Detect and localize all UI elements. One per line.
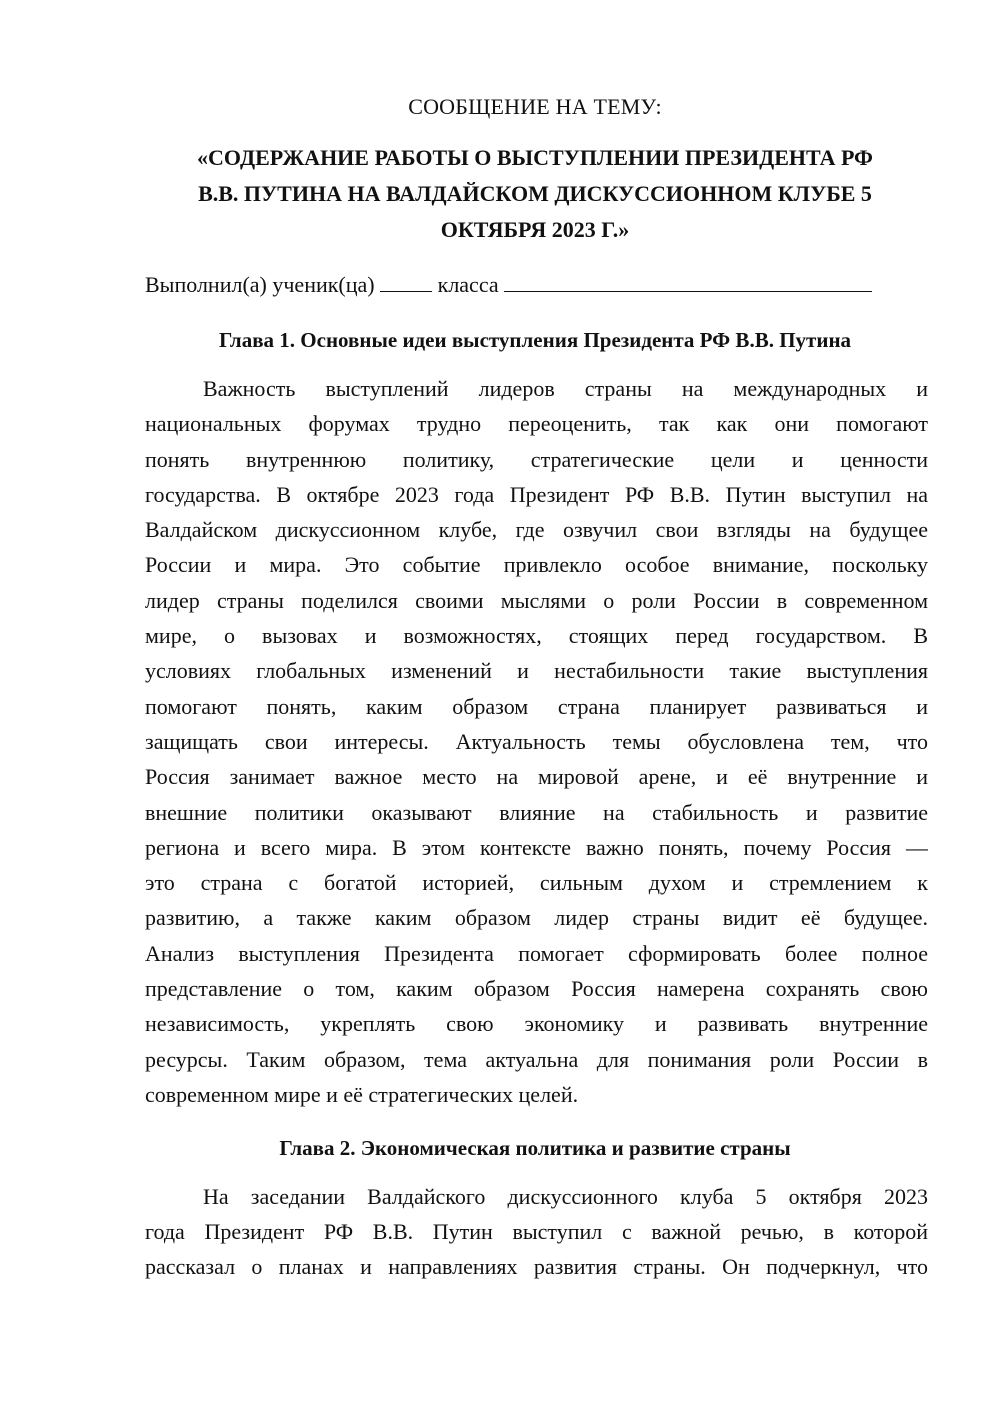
text-line: помогают понять, каким образом страна планирует развиваться и xyxy=(145,693,928,719)
text-line: независимость, укреплять свою экономику и развивать внутренние xyxy=(145,1011,928,1037)
text-line: представление о том, каким образом Россия намерена сохранять свою xyxy=(145,976,928,1002)
text-line: развитию, а также каким образом лидер страны видит её будущее. xyxy=(145,905,928,931)
text-line: Валдайском дискуссионном клубе, где озвучил свои взгляды на будущее xyxy=(145,517,928,543)
title-line: «СОДЕРЖАНИЕ РАБОТЫ О ВЫСТУПЛЕНИИ ПРЕЗИДЕНТА РФ xyxy=(197,145,873,170)
text-line: условиях глобальных изменений и нестабильности такие выступления xyxy=(145,658,928,684)
author-middle: класса xyxy=(437,272,499,297)
grade-blank xyxy=(380,271,432,292)
text-line: современном мире и её стратегических целей. xyxy=(145,1081,579,1107)
text-line: понять внутреннюю политику, стратегические цели и ценности xyxy=(145,446,928,472)
chapter-2-heading: Глава 2. Экономическая политика и развитие страны xyxy=(279,1136,791,1160)
chapter-2-paragraph xyxy=(145,1179,928,1284)
text-line: это страна с богатой историей, сильным духом и стремлением к xyxy=(145,870,928,896)
text-line: России и мира. Это событие привлекло особое внимание, поскольку xyxy=(145,552,928,578)
text-line: Важность выступлений лидеров страны на международных и xyxy=(203,376,928,401)
text-line: защищать свои интересы. Актуальность темы обусловлена тем, что xyxy=(145,728,928,754)
text-line: лидер страны поделился своими мыслями о роли России в современном xyxy=(145,587,928,613)
name-blank xyxy=(504,271,872,292)
text-line: ресурсы. Таким образом, тема актуальна для понимания роли России в xyxy=(145,1046,928,1072)
text-line: Россия занимает важное место на мировой арене, и её внутренние и xyxy=(145,764,928,790)
title-line: ОКТЯБРЯ 2023 Г.» xyxy=(440,217,630,242)
text-line: государства. В октябре 2023 года Президент РФ В.В. Путин выступил на xyxy=(145,481,928,507)
text-line: На заседании Валдайского дискуссионного клуба 5 октября 2023 xyxy=(203,1184,928,1209)
document-header: СООБЩЕНИЕ НА ТЕМУ: xyxy=(408,94,662,119)
author-line xyxy=(145,270,935,300)
text-line: внешние политики оказывают влияние на стабильность и развитие xyxy=(145,799,928,825)
text-line: рассказал о планах и направлениях развития страны. Он подчеркнул, что xyxy=(145,1254,928,1279)
chapter-1-heading: Глава 1. Основные идеи выступления Президента РФ В.В. Путина xyxy=(218,328,852,352)
text-line: мире, о вызовах и возможностях, стоящих перед государством. В xyxy=(145,623,928,649)
author-prefix: Выполнил(а) ученик(ца) xyxy=(145,272,375,297)
text-line: региона и всего мира. В этом контексте важно понять, почему Россия — xyxy=(145,834,928,860)
text-line: года Президент РФ В.В. Путин выступил с важной речью, в которой xyxy=(145,1219,928,1244)
title-line: В.В. ПУТИНА НА ВАЛДАЙСКОМ ДИСКУССИОННОМ КЛУБЕ 5 xyxy=(198,181,872,206)
text-line: Анализ выступления Президента помогает сформировать более полное xyxy=(145,940,928,966)
text-line: национальных форумах трудно переоценить, так как они помогают xyxy=(145,411,928,437)
chapter-1-paragraph xyxy=(145,371,928,1112)
document-title xyxy=(110,140,960,248)
